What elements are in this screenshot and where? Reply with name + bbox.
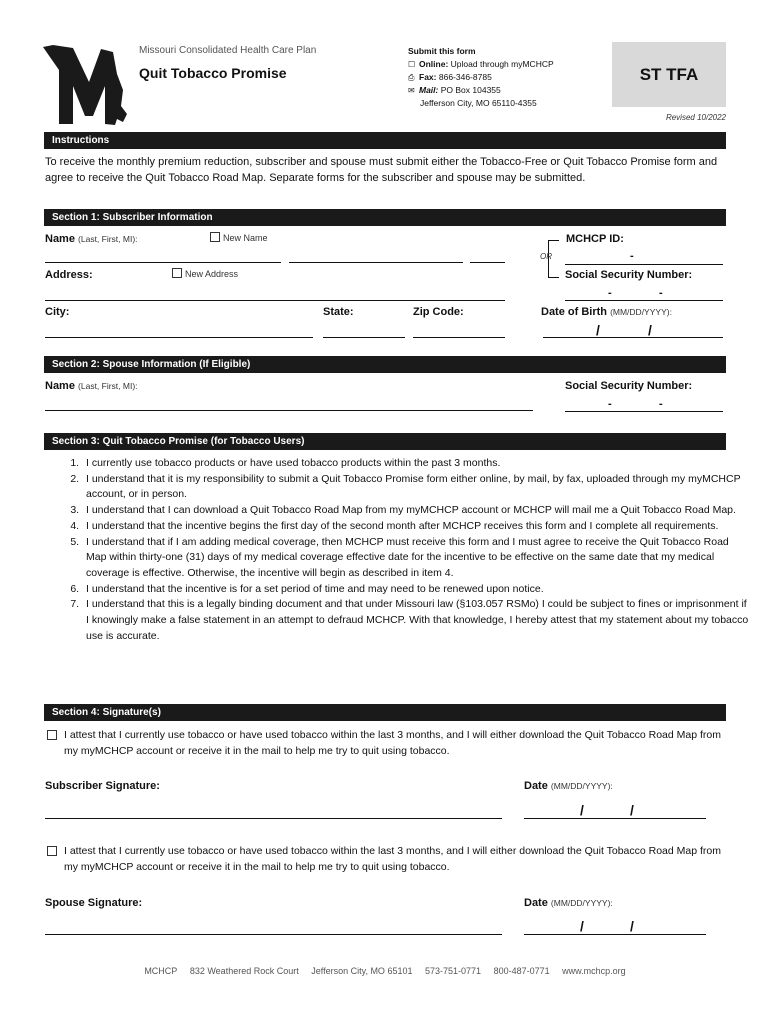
submit-heading: Submit this form bbox=[408, 46, 476, 56]
promise-item-5: 5. I understand that if I am adding medical coverage, then MCHCP must receive this form and I must agree to receive the Quit Tobacco Road Map within thirty-one (31) days of my medical coverage effective date for the incentive to be effective on the same date that my medical coverage is effective. Otherwise, the incentive will begin as described in item 4. bbox=[82, 535, 752, 582]
mchcp-id-field[interactable] bbox=[565, 264, 723, 265]
footer-city: Jefferson City, MO 65101 bbox=[311, 966, 413, 976]
fax-printer-icon: ⎙ bbox=[408, 73, 415, 82]
subscriber-date-slash-2: / bbox=[630, 802, 634, 818]
section2-heading: Section 2: Spouse Information (If Eligible) bbox=[44, 356, 726, 373]
subscriber-name-label: Name (Last, First, MI): bbox=[45, 233, 138, 245]
promise-list bbox=[45, 456, 752, 644]
promise-item-3: 3. I understand that I can download a Quit Tobacco Road Map from my myMCHCP account or MCHCP will mail me a Quit Tobacco Road Map. bbox=[82, 503, 752, 519]
promise-item-1: 1. I currently use tobacco products or have used tobacco products within the past 3 months. bbox=[82, 456, 752, 472]
or-label: OR bbox=[540, 252, 552, 261]
submit-instructions bbox=[408, 45, 608, 110]
subscriber-ssn-field[interactable] bbox=[565, 300, 723, 301]
footer bbox=[0, 966, 770, 976]
subscriber-signature-label: Subscriber Signature: bbox=[45, 780, 160, 792]
footer-org: MCHCP bbox=[144, 966, 178, 976]
organization-name: Missouri Consolidated Health Care Plan bbox=[139, 45, 317, 56]
new-name-checkbox[interactable]: New Name bbox=[210, 232, 268, 243]
address-label: Address: bbox=[45, 269, 93, 281]
new-address-checkbox[interactable]: New Address bbox=[172, 268, 238, 279]
footer-phone2: 800-487-0771 bbox=[493, 966, 550, 976]
dob-field[interactable] bbox=[543, 337, 723, 338]
subscriber-date-field[interactable] bbox=[524, 818, 706, 819]
spouse-ssn-dash-2: - bbox=[659, 398, 663, 410]
subscriber-first-name-field[interactable] bbox=[289, 262, 463, 263]
spouse-signature-label: Spouse Signature: bbox=[45, 897, 143, 909]
subscriber-mi-field[interactable] bbox=[470, 262, 505, 263]
address-field[interactable] bbox=[45, 300, 505, 301]
subscriber-date-label: Date (MM/DD/YYYY): bbox=[524, 780, 613, 792]
spouse-date-slash-2: / bbox=[630, 918, 634, 934]
dob-label: Date of Birth (MM/DD/YYYY): bbox=[541, 306, 672, 318]
spouse-date-label: Date (MM/DD/YYYY): bbox=[524, 897, 613, 909]
submit-mail-city: Jefferson City, MO 65110-4355 bbox=[420, 98, 537, 108]
submit-mail: ✉ Mail: PO Box 104355 bbox=[408, 85, 501, 95]
ssn-dash-2: - bbox=[659, 287, 663, 299]
spouse-attest bbox=[45, 843, 725, 875]
spouse-name-label: Name (Last, First, MI): bbox=[45, 380, 138, 392]
missouri-m-logo-shape bbox=[43, 45, 127, 125]
spouse-ssn-dash-1: - bbox=[608, 398, 612, 410]
mchcp-logo bbox=[43, 44, 133, 126]
promise-item-6: 6. I understand that the incentive is for a set period of time and may need to be renewed upon notice. bbox=[82, 582, 752, 598]
promise-item-2: 2. I understand that it is my responsibility to submit a Quit Tobacco Promise form either online, by mail, by fax, uploaded through my myMCHCP account, or in person. bbox=[82, 472, 752, 503]
spouse-name-field[interactable] bbox=[45, 410, 533, 411]
ssn-dash-1: - bbox=[608, 287, 612, 299]
footer-phone1: 573-751-0771 bbox=[424, 966, 482, 976]
instructions-text: To receive the monthly premium reduction, subscriber and spouse must submit either the Tobacco-Free or Quit Tobacco Promise form and agree to receive the Quit Tobacco Road Map. Separate forms for the subscriber and spouse may be submitted. bbox=[45, 156, 718, 184]
mchcp-id-label: MCHCP ID: bbox=[566, 233, 624, 245]
subscriber-last-name-field[interactable] bbox=[45, 262, 281, 263]
form-title: Quit Tobacco Promise bbox=[139, 65, 287, 81]
promise-item-7: 7. I understand that this is a legally binding document and that under Missouri law (§103.057 RSMo) I could be subject to fines or imprisonment if I knowingly make a false statement in an attempt to defraud MCHCP. With that knowledge, I hereby attest that my statement about my tobacco use is accurate. bbox=[82, 597, 752, 644]
mchcp-id-dash: - bbox=[630, 250, 634, 262]
spouse-date-slash-1: / bbox=[580, 918, 584, 934]
new-address-box[interactable] bbox=[172, 268, 182, 278]
subscriber-signature-field[interactable] bbox=[45, 818, 502, 819]
submit-online: ☐ Online: Upload through myMCHCP bbox=[408, 59, 554, 69]
subscriber-date-slash-1: / bbox=[580, 802, 584, 818]
instructions-heading: Instructions bbox=[44, 132, 726, 149]
dob-slash-2: / bbox=[648, 322, 652, 338]
subscriber-attest-checkbox[interactable] bbox=[47, 730, 57, 740]
state-label: State: bbox=[323, 306, 354, 318]
footer-address: 832 Weathered Rock Court bbox=[189, 966, 299, 976]
spouse-ssn-label: Social Security Number: bbox=[565, 380, 693, 392]
subscriber-ssn-label: Social Security Number: bbox=[565, 269, 693, 281]
section4-heading: Section 4: Signature(s) bbox=[44, 704, 726, 721]
spouse-attest-text: I attest that I currently use tobacco or have used tobacco within the last 3 months, and I will either download the Quit Tobacco Road Map from my myMCHCP account or receive it in the mail to help me try to quit using tobacco. bbox=[64, 845, 721, 873]
subscriber-attest-text: I attest that I currently use tobacco or have used tobacco within the last 3 months, and I will either download the Quit Tobacco Road Map from my myMCHCP account or receive it in the mail to help me try to quit using tobacco. bbox=[64, 729, 721, 757]
city-field[interactable] bbox=[45, 337, 313, 338]
city-label: City: bbox=[45, 306, 70, 318]
footer-web-link[interactable]: www.mchcp.org bbox=[562, 966, 626, 976]
section1-heading: Section 1: Subscriber Information bbox=[44, 209, 726, 226]
section3-heading: Section 3: Quit Tobacco Promise (for Tobacco Users) bbox=[44, 433, 726, 450]
spouse-ssn-field[interactable] bbox=[565, 411, 723, 412]
subscriber-attest bbox=[45, 727, 725, 759]
spouse-attest-checkbox[interactable] bbox=[47, 846, 57, 856]
online-checkbox-icon: ☐ bbox=[408, 60, 416, 69]
state-field[interactable] bbox=[323, 337, 405, 338]
spouse-signature-field[interactable] bbox=[45, 934, 502, 935]
spouse-date-field[interactable] bbox=[524, 934, 706, 935]
zip-label: Zip Code: bbox=[413, 306, 464, 318]
mail-envelope-icon: ✉ bbox=[408, 86, 415, 95]
submit-fax: ⎙ Fax: 866-346-8785 bbox=[408, 72, 492, 82]
dob-slash-1: / bbox=[596, 322, 600, 338]
promise-item-4: 4. I understand that the incentive begins the first day of the second month after MCHCP receives this form and I complete all requirements. bbox=[82, 519, 752, 535]
new-name-box[interactable] bbox=[210, 232, 220, 242]
zip-field[interactable] bbox=[413, 337, 505, 338]
form-code-box: ST TFA bbox=[612, 42, 726, 107]
revised-date: Revised 10/2022 bbox=[665, 113, 726, 122]
